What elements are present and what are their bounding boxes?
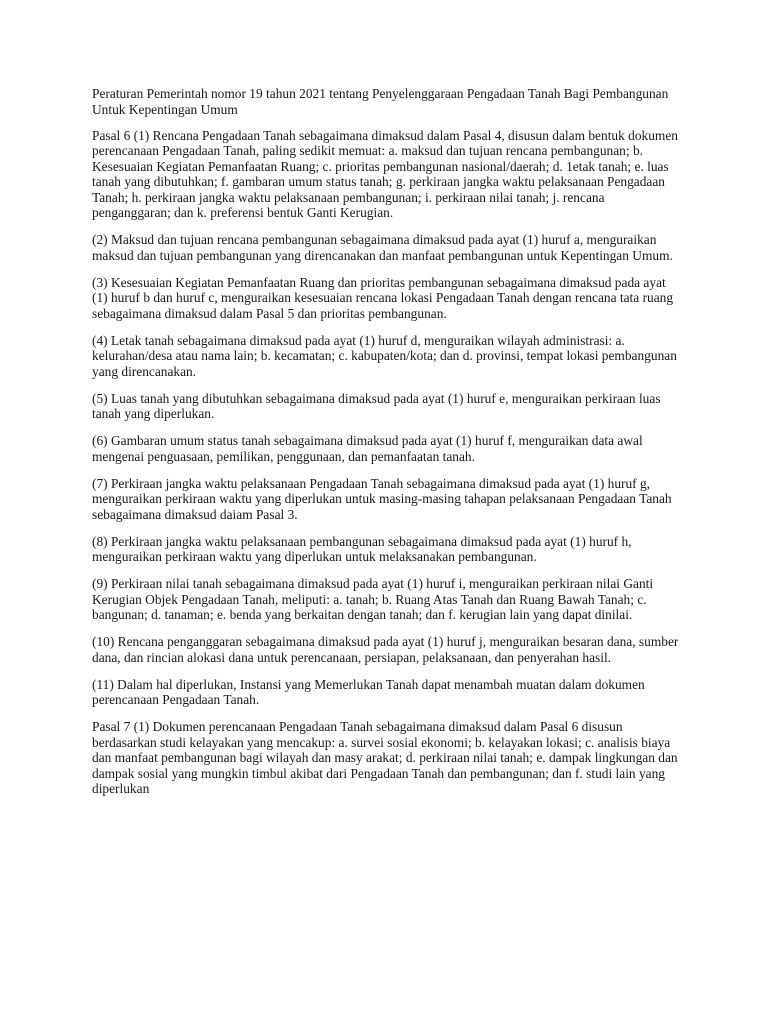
paragraph-ayat-8: (8) Perkiraan jangka waktu pelaksanaan pembangunan sebagaimana dimaksud pada ayat (1) huruf h, menguraikan perkiraan waktu yang diperlukan untuk melaksanakan pembangunan.	[92, 533, 632, 564]
paragraph-ayat-6: (6) Gambaran umum status tanah sebagaimana dimaksud pada ayat (1) huruf f, menguraikan data awal mengenai penguasaan, pemilikan, penggunaan, dan pemanfaatan tanah.	[92, 433, 643, 464]
document-page	[92, 86, 682, 808]
paragraph-ayat-9: (9) Perkiraan nilai tanah sebagaimana dimaksud pada ayat (1) huruf i, menguraikan perkiraan nilai Ganti Kerugian Objek Pengadaan Tanah, meliputi: a. tanah; b. Ruang Atas Tanah dan Ruang Bawah Tanah; c. bangunan; d. tanaman; e. benda yang berkaitan dengan tanah; dan f. kerugian lain yang dapat dinilai.	[92, 576, 654, 622]
paragraph-pasal-6-ayat-1: Pasal 6 (1) Rencana Pengadaan Tanah sebagaimana dimaksud dalam Pasal 4, disusun dalam bentuk dokumen perencanaan Pengadaan Tanah, paling sedikit memuat: a. maksud dan tujuan rencana pembangunan; b. Kesesuaian Kegiatan Pemanfaatan Ruang; c. prioritas pembangunan nasional/daerah; d. 1etak tanah; e. luas tanah yang dibutuhkan; f. gambaran umum status tanah; g. perkiraan jangka waktu pelaksanaan Pengadaan Tanah; h. perkiraan jangka waktu pelaksanaan pembangunan; i. perkiraan nilai tanah; j. rencana penganggaran; dan k. preferensi bentuk Ganti Kerugian.	[92, 127, 678, 220]
paragraph-ayat-4: (4) Letak tanah sebagaimana dimaksud pada ayat (1) huruf d, menguraikan wilayah administrasi: a. kelurahan/desa atau nama lain; b. kecamatan; c. kabupaten/kota; dan d. provinsi, tempat lokasi pembangunan yang direncanakan.	[92, 332, 677, 379]
paragraph-ayat-11: (11) Dalam hal diperlukan, Instansi yang Memerlukan Tanah dapat menambah muatan dalam dokumen perencanaan Pengadaan Tanah.	[92, 676, 645, 707]
paragraph-pasal-7-ayat-1: Pasal 7 (1) Dokumen perencanaan Pengadaan Tanah sebagaimana dimaksud dalam Pasal 6 disusun berdasarkan studi kelayakan yang mencakup: a. survei sosial ekonomi; b. kelayakan lokasi; c. analisis biaya dan manfaat pembangunan bagi wilayah dan masy arakat; d. perkiraan nilai tanah; e. dampak lingkungan dan dampak sosial yang mungkin timbul akibat dari Pengadaan Tanah dan pembangunan; dan f. studi lain yang diperlukan	[92, 719, 678, 796]
document-title: Peraturan Pemerintah nomor 19 tahun 2021 tentang Penyelenggaraan Pengadaan Tanah Bagi Pembangunan Untuk Kepentingan Umum	[92, 86, 669, 117]
paragraph-ayat-3: (3) Kesesuaian Kegiatan Pemanfaatan Ruang dan prioritas pembangunan sebagaimana dimaksud pada ayat (1) huruf b dan huruf c, menguraikan kesesuaian rencana lokasi Pengadaan Tanah dengan rencana tata ruang sebagaimana dimaksud dalam Pasal 5 dan prioritas pembangunan.	[92, 274, 674, 321]
paragraph-ayat-5: (5) Luas tanah yang dibutuhkan sebagaimana dimaksud pada ayat (1) huruf e, menguraikan perkiraan luas tanah yang diperlukan.	[92, 390, 661, 421]
paragraph-ayat-2: (2) Maksud dan tujuan rencana pembangunan sebagaimana dimaksud pada ayat (1) huruf a, menguraikan maksud dan tujuan pembangunan yang direncanakan dan manfaat pembangunan untuk Kepentingan Umum.	[92, 232, 673, 263]
paragraph-ayat-7: (7) Perkiraan jangka waktu pelaksanaan Pengadaan Tanah sebagaimana dimaksud pada ayat (1) huruf g, menguraikan perkiraan waktu yang diperlukan untuk masing-masing tahapan pelaksanaan Pengadaan Tanah sebagaimana dimaksud daiam Pasal 3.	[92, 475, 672, 522]
paragraph-ayat-10: (10) Rencana penganggaran sebagaimana dimaksud pada ayat (1) huruf j, menguraikan besaran dana, sumber dana, dan rincian alokasi dana untuk perencanaan, persiapan, pelaksanaan, dan penyerahan hasil.	[92, 634, 679, 665]
